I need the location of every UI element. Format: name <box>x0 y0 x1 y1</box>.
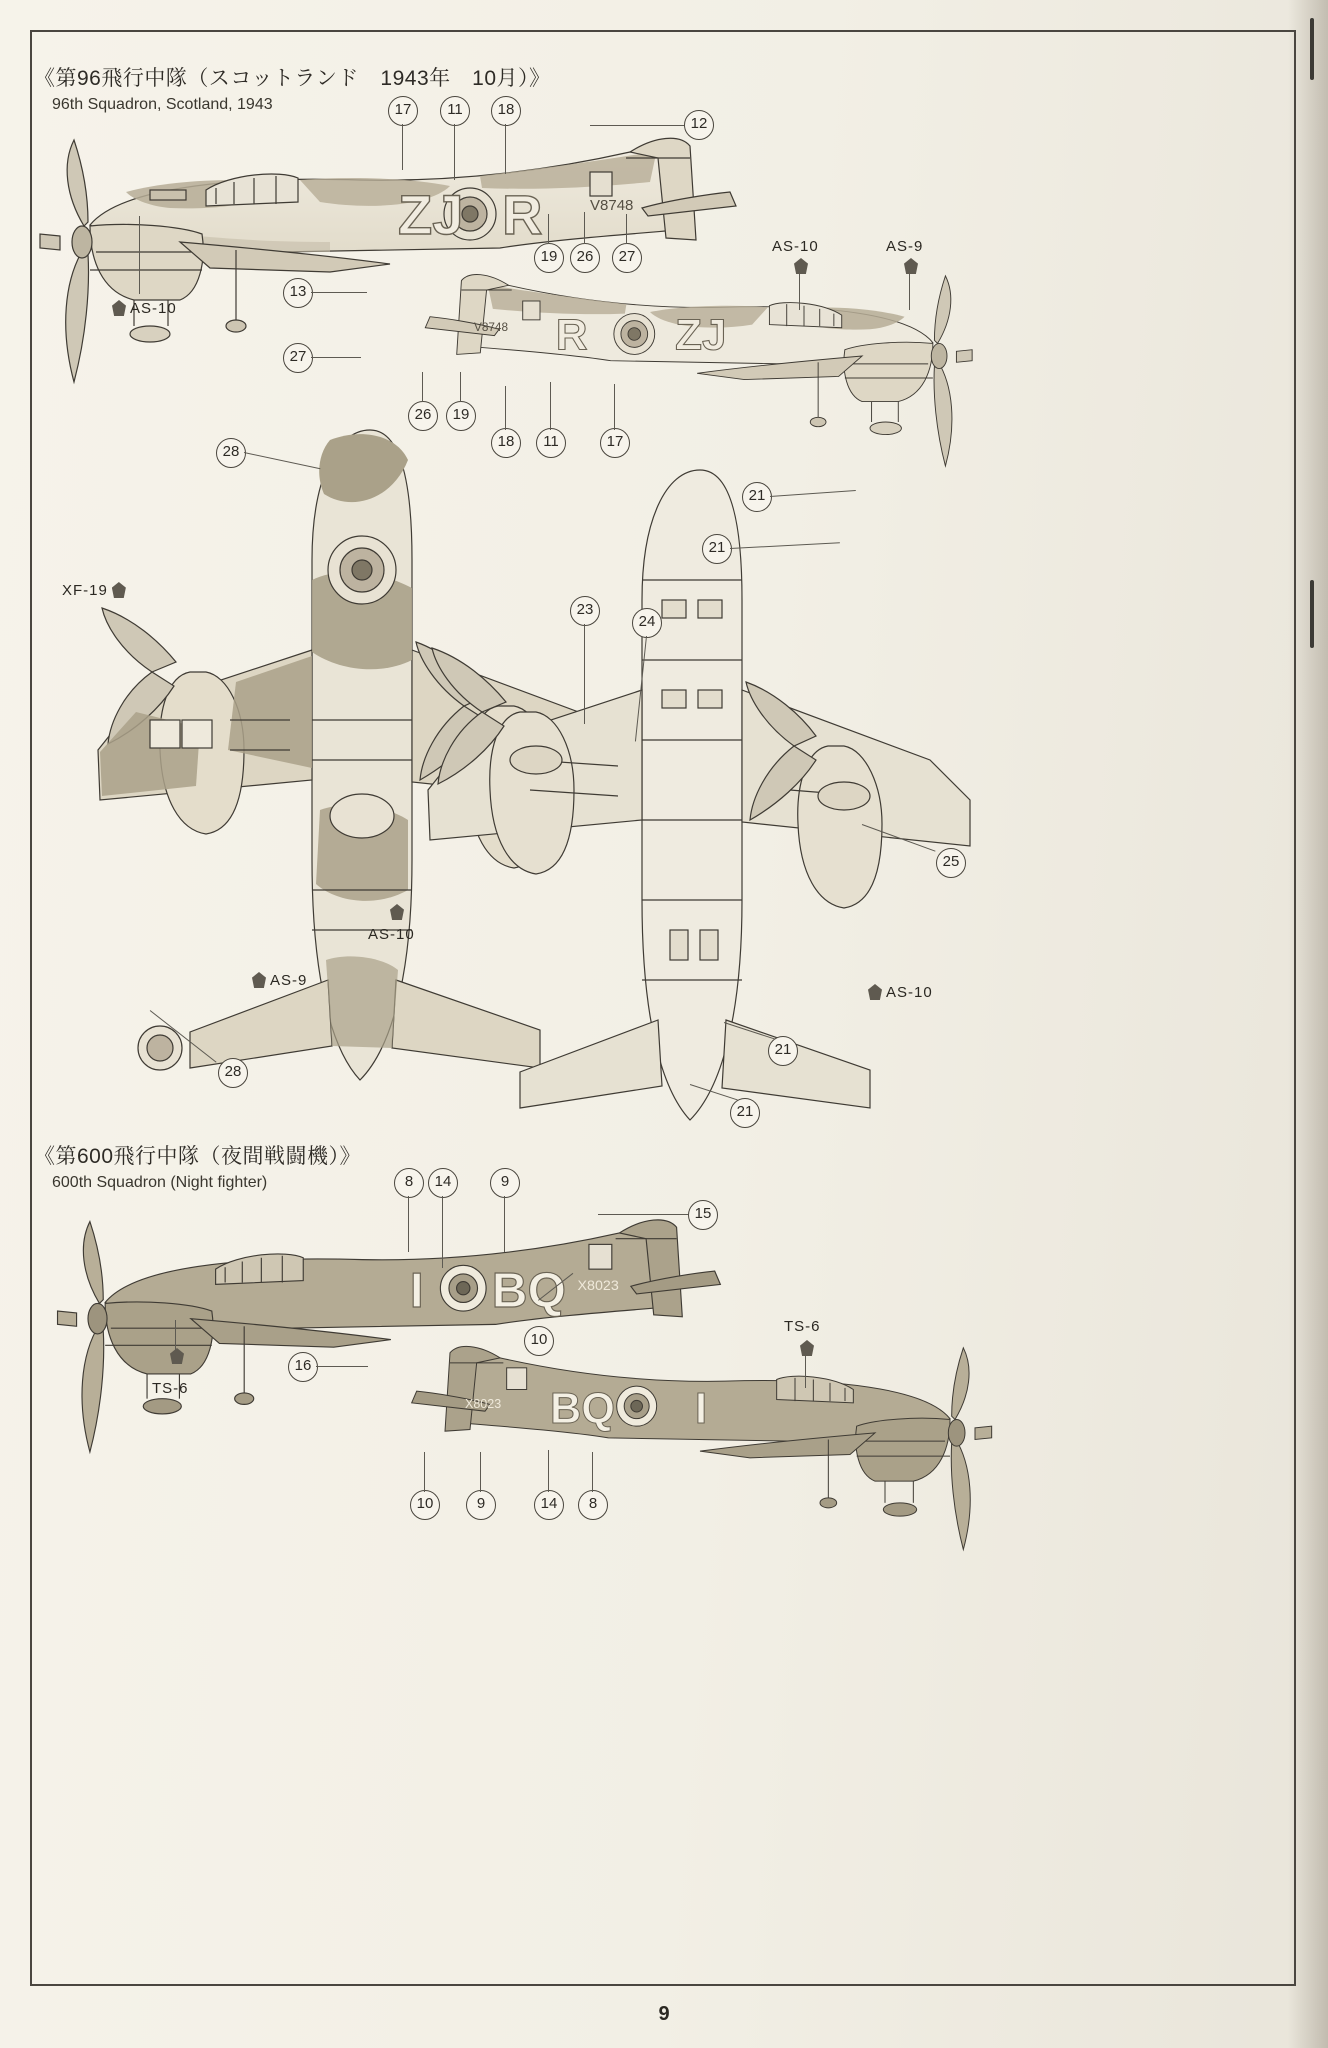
paint-ts6-left: TS-6 <box>152 1380 189 1397</box>
leader-10b <box>424 1452 425 1492</box>
leader-27a <box>626 214 627 244</box>
leader-15 <box>598 1214 688 1215</box>
leader-as9-96th-right <box>909 274 910 310</box>
paint-as10-mid: AS-10 <box>368 926 415 943</box>
section-title-en-96th: 96th Squadron, Scotland, 1943 <box>52 96 273 113</box>
callout-14a[interactable]: 14 <box>428 1168 458 1198</box>
paint-as9-plan: AS-9 <box>248 972 307 989</box>
paint-marker-icon <box>800 1340 814 1356</box>
callout-26a[interactable]: 26 <box>570 243 600 273</box>
serial-v8748-left: V8748 <box>590 197 634 214</box>
leader-13b <box>311 292 367 293</box>
callout-10b[interactable]: 10 <box>410 1490 440 1520</box>
callout-26b[interactable]: 26 <box>408 401 438 431</box>
binder-mark-top <box>1310 18 1314 80</box>
leader-26b <box>422 372 423 402</box>
profile-600th-right <box>300 1332 1000 1522</box>
callout-28-bottom[interactable]: 28 <box>218 1058 248 1088</box>
callout-9b[interactable]: 9 <box>466 1490 496 1520</box>
code-left-zj: ZJ <box>398 183 464 246</box>
callout-17b[interactable]: 17 <box>600 428 630 458</box>
callout-14b[interactable]: 14 <box>534 1490 564 1520</box>
section-title-jp-96th: 《第96飛行中隊（スコットランド 1943年 10月）》 <box>34 67 551 90</box>
paint-as10-right-plan: AS-10 <box>864 984 933 1001</box>
callout-21-d[interactable]: 21 <box>730 1098 760 1128</box>
section-heading-600th <box>34 1140 361 1192</box>
leader-27b <box>311 357 361 358</box>
leader-as10-96th-right <box>799 274 800 310</box>
callout-16[interactable]: 16 <box>288 1352 318 1382</box>
callout-17a[interactable]: 17 <box>388 96 418 126</box>
leader-23 <box>584 624 585 724</box>
callout-11a[interactable]: 11 <box>440 96 470 126</box>
callout-27a[interactable]: 27 <box>612 243 642 273</box>
callout-11b[interactable]: 11 <box>536 428 566 458</box>
leader-19b <box>460 372 461 402</box>
paint-marker-as9-96th-right <box>900 258 922 275</box>
paint-marker-icon <box>112 300 126 316</box>
section-heading-96th <box>34 62 551 114</box>
callout-8b[interactable]: 8 <box>578 1490 608 1520</box>
code-600-left-bq: BQ <box>491 1263 567 1319</box>
leader-11a <box>454 124 455 180</box>
section-title-en-600th: 600th Squadron (Night fighter) <box>52 1174 268 1191</box>
paint-marker-ts6-left <box>166 1348 188 1365</box>
code-right-r: R <box>555 310 588 360</box>
leader-9b <box>480 1452 481 1492</box>
callout-23[interactable]: 23 <box>570 596 600 626</box>
paint-as10-96th-right: AS-10 <box>772 238 819 255</box>
leader-ts6-right <box>805 1356 806 1388</box>
callout-13b[interactable]: 13 <box>283 278 313 308</box>
paint-marker-as10-mid <box>386 904 408 921</box>
callout-19a[interactable]: 19 <box>534 243 564 273</box>
paint-marker-icon <box>868 984 882 1000</box>
paint-xf19: XF-19 <box>62 582 130 599</box>
callout-18a[interactable]: 18 <box>491 96 521 126</box>
paint-marker-icon <box>390 904 404 920</box>
code-left-r: R <box>502 183 543 246</box>
paint-ts6-right: TS-6 <box>784 1318 821 1335</box>
callout-19b[interactable]: 19 <box>446 401 476 431</box>
callout-28-top[interactable]: 28 <box>216 438 246 468</box>
page-number: 9 <box>658 2003 670 2025</box>
plan-views-96th <box>40 420 1040 1140</box>
code-600-left-i: I <box>409 1263 424 1319</box>
callout-8a[interactable]: 8 <box>394 1168 424 1198</box>
paint-as10-96th-left: AS-10 <box>108 300 177 317</box>
callout-21-b[interactable]: 21 <box>702 534 732 564</box>
leader-19a <box>548 214 549 244</box>
code-600-right-i: I <box>695 1384 708 1433</box>
paint-marker-icon <box>112 582 126 598</box>
serial-v8748-right: V8748 <box>474 320 509 334</box>
callout-18b[interactable]: 18 <box>491 428 521 458</box>
paint-marker-icon <box>794 258 808 274</box>
serial-x8023-right: X8023 <box>465 1396 502 1411</box>
callout-27b[interactable]: 27 <box>283 343 313 373</box>
paint-marker-ts6-right <box>796 1340 818 1357</box>
callout-25[interactable]: 25 <box>936 848 966 878</box>
callout-15[interactable]: 15 <box>688 1200 718 1230</box>
leader-14a <box>442 1196 443 1268</box>
leader-16 <box>316 1366 368 1367</box>
paint-marker-as10-96th-right <box>790 258 812 275</box>
paint-marker-icon <box>252 972 266 988</box>
leader-17a <box>402 124 403 170</box>
section-title-jp-600th: 《第600飛行中隊（夜間戦闘機）》 <box>34 1145 362 1168</box>
binder-mark-middle <box>1310 580 1314 648</box>
leader-14b <box>548 1450 549 1492</box>
leader-8b <box>592 1452 593 1492</box>
leader-as10-96th-left <box>139 216 140 294</box>
paint-marker-icon <box>904 258 918 274</box>
callout-10a[interactable]: 10 <box>524 1326 554 1356</box>
leader-26a <box>584 212 585 244</box>
callout-9a[interactable]: 9 <box>490 1168 520 1198</box>
callout-12a[interactable]: 12 <box>684 110 714 140</box>
leader-18a <box>505 124 506 174</box>
code-right-zj: ZJ <box>675 310 727 360</box>
leader-12a <box>590 125 684 126</box>
leader-9a <box>504 1196 505 1252</box>
code-600-right-bq: BQ <box>550 1384 615 1433</box>
callout-21-c[interactable]: 21 <box>768 1036 798 1066</box>
leader-ts6-left <box>175 1320 176 1350</box>
callout-24[interactable]: 24 <box>632 608 662 638</box>
serial-x8023-left: X8023 <box>577 1278 619 1295</box>
leader-8a <box>408 1196 409 1252</box>
callout-21-a[interactable]: 21 <box>742 482 772 512</box>
paint-marker-icon <box>170 1348 184 1364</box>
paint-as9-96th-right: AS-9 <box>886 238 924 255</box>
